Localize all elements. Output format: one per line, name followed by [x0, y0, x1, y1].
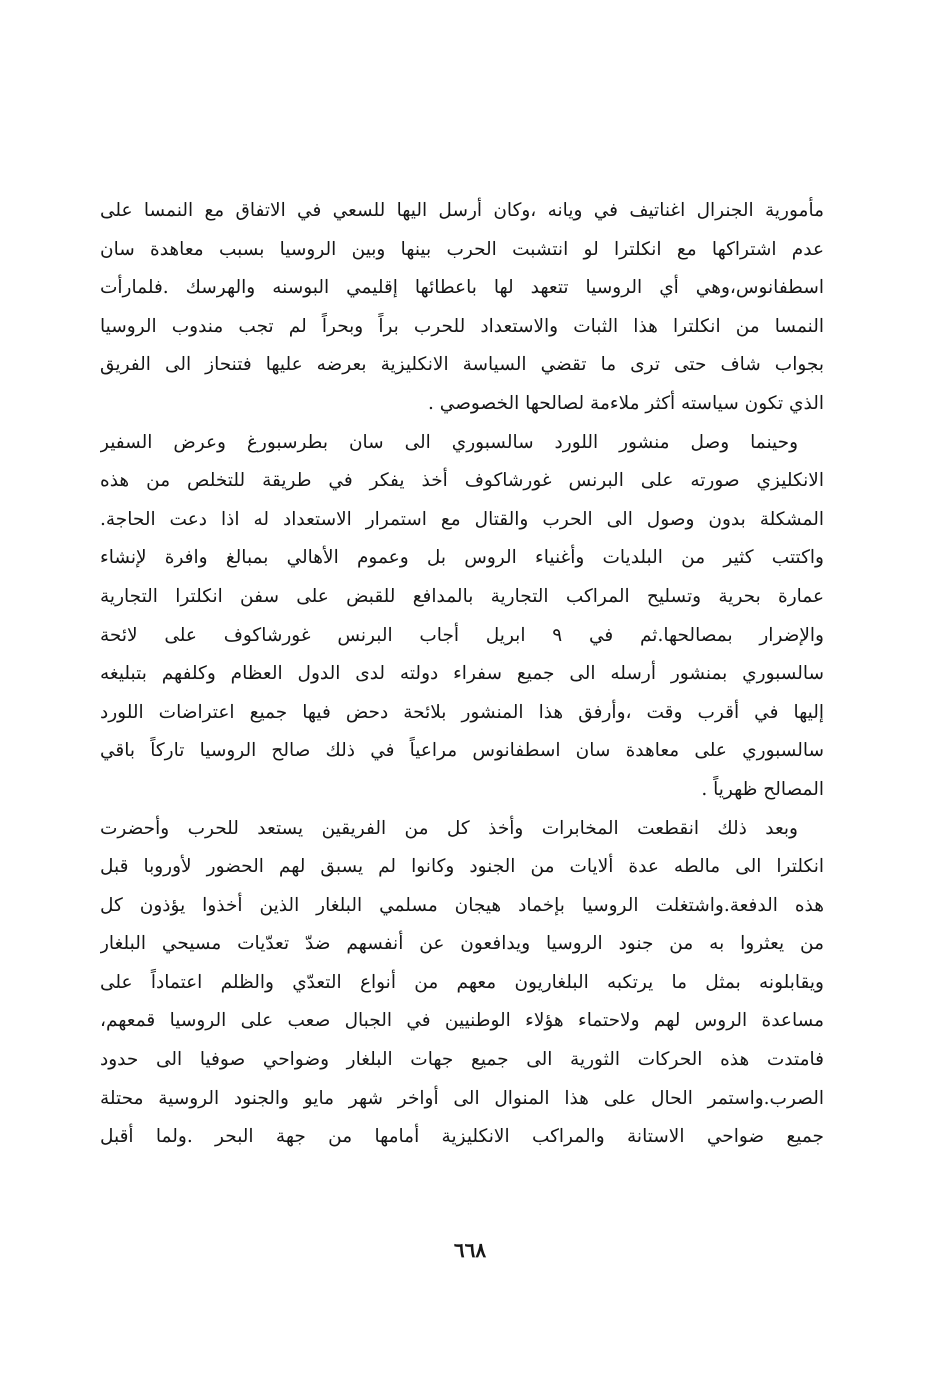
- text-line: عدم اشتراكها مع انكلترا لو انتشبت الحرب بينها وبين الروسيا بسبب معاهدة سان: [100, 238, 824, 260]
- body-text: [100, 192, 824, 1157]
- text-line: مأمورية الجنرال اغناتيف في ويانه ،وكان أرسل اليها للسعي في الاتفاق مع النمسا على: [100, 200, 824, 221]
- text-line: الذي تكون سياسته أكثر ملاءمة لصالحها الخصوصي .: [428, 392, 824, 414]
- text-line: مساعدة الروس لهم ولاحتماء هؤلاء الوطنيين في الجبال صعب على الروسيا قمعهم،: [100, 1010, 824, 1032]
- text-line: جميع ضواحي الاستانة والمراكب الانكليزية أمامها من جهة البحر .ولما أقبل: [100, 1126, 824, 1148]
- text-line: والإضرار بمصالحها.ثم في ٩ ابريل أجاب البرنس غورشاكوف على لائحة: [100, 624, 824, 646]
- text-line: النمسا من انكلترا هذا الثبات والاستعداد للحرب براً وبحراً لم تجب مندوب الروسيا: [100, 315, 824, 337]
- text-line: اسطفانوس،وهي أي الروسيا تتعهد لها باعطائها إقليمي البوسنه والهرسك .فلمارأت: [100, 277, 824, 299]
- text-line: ويقابلونه بمثل ما يرتكبه البلغاريون معهم من أنواع التعدّي والظلم اعتماداً على: [100, 971, 824, 993]
- text-line: من يعثروا به من جنود الروسيا ويدافعون عن أنفسهم ضدّ تعدّيات مسيحي البلغار: [100, 933, 824, 955]
- text-line: بجواب شاف حتى ترى ما تقضي السياسة الانكليزية بعرضه عليها فتنحاز الى الفريق: [100, 354, 824, 376]
- text-line: هذه الدفعة.واشتغلت الروسيا بإخماد هيجان مسلمي البلغار الذين أخذوا يؤذون كل: [100, 894, 824, 916]
- paragraph-3: [100, 810, 824, 1157]
- text-line: فامتدت هذه الحركات الثورية الى جميع جهات البلغار وضواحي صوفيا الى حدود: [100, 1049, 824, 1071]
- paragraph-1: [100, 192, 824, 424]
- paragraph-2: [100, 424, 824, 810]
- page-number: ٦٦٨: [453, 1238, 487, 1262]
- text-line: سالسبوري بمنشور أرسله الى جميع سفراء دولته لدى الدول العظام وكلفهم بتبليغه: [100, 663, 824, 685]
- text-line: الصرب.واستمر الحال على هذا المنوال الى أواخر شهر مايو والجنود الروسية محتلة: [100, 1087, 824, 1109]
- text-line: إليها في أقرب وقت ،وأرفق هذا المنشور بلائحة دحض فيها جميع اعتراضات اللورد: [100, 701, 824, 723]
- text-line: سالسبوري على معاهدة سان اسطفانوس مراعياً في ذلك صالح الروسيا تاركاً باقي: [100, 740, 824, 762]
- text-line: عمارة بحرية وتسليح المراكب التجارية بالمدافع للقبض على سفن انكلترا التجارية: [100, 585, 824, 607]
- text-line: الانكليزي صورته على البرنس غورشاكوف أخذ يفكر في طريقة للتخلص من هذه: [100, 470, 824, 492]
- text-line: المشكلة بدون وصول الى الحرب والقتال مع استمرار الاستعداد له اذا دعت الحاجة.: [100, 508, 824, 530]
- text-line: المصالح ظهرياً .: [701, 778, 824, 800]
- text-line: وبعد ذلك انقطعت المخابرات وأخذ كل من الفريقين يستعد للحرب وأحضرت: [100, 817, 798, 839]
- text-line: وحينما وصل منشور اللورد سالسبوري الى سان بطرسبورغ وعرض السفير: [100, 431, 798, 453]
- text-line: انكلترا الى مالطه عدة ألايات من الجنود وكانوا لم يسبق لهم الحضور لأوروبا قبل: [100, 856, 824, 878]
- text-line: واكتتب كثير من البلديات وأغنياء الروس بل وعموم الأهالي بمبالغ وافرة لإنشاء: [100, 547, 824, 569]
